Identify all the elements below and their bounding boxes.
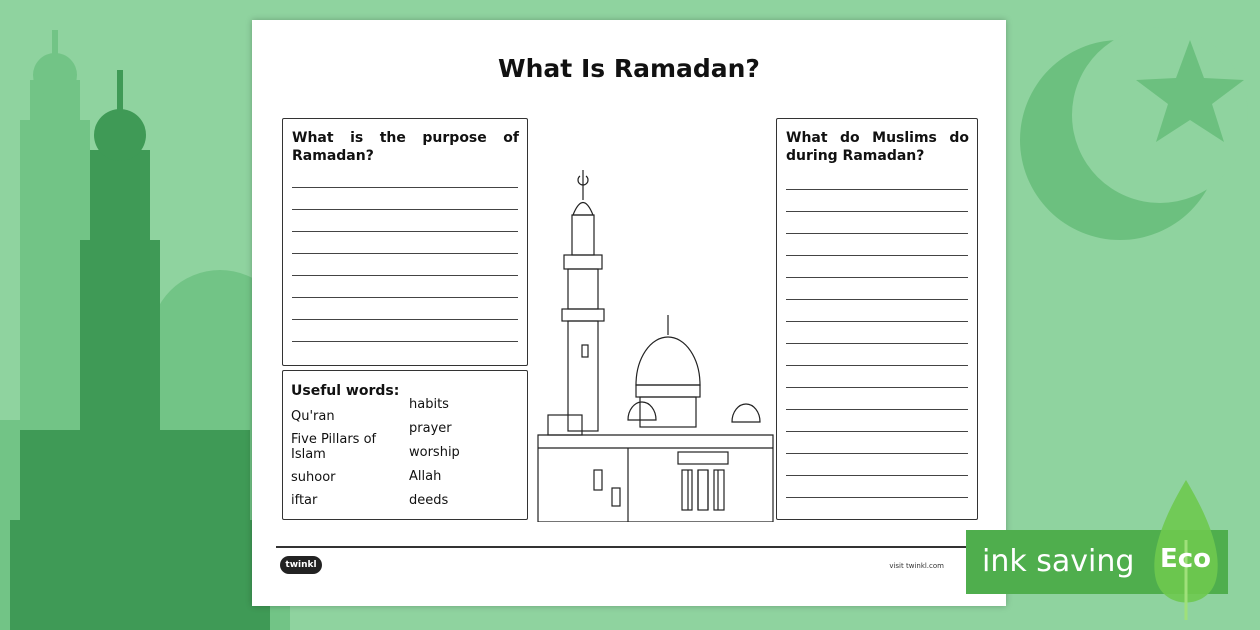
useful-words-box [282,370,528,520]
useful-words-list-1 [291,409,401,516]
word-item: Qu'ran [291,409,335,424]
activities-question: What do Muslims do during Ramadan? [786,130,969,164]
worksheet [252,20,1006,606]
mosque-illustration [528,170,778,522]
website-text: visit twinkl.com [889,562,944,570]
purpose-question-box [282,118,528,366]
word-item: deeds [409,493,449,508]
writing-lines-right[interactable] [786,189,968,519]
eco-badge [966,530,1228,594]
twinkl-logo: twinkl [280,556,322,574]
page-title: What Is Ramadan? [498,54,760,83]
word-item: worship [409,445,460,460]
purpose-question: What is the purpose of Ramadan? [292,130,519,164]
eco-label: Eco [1160,544,1212,574]
useful-words-list-2 [409,397,460,517]
ink-saving-label: ink saving [982,544,1135,579]
word-item: iftar [291,493,318,508]
footer-divider [276,546,982,548]
word-item: Allah [409,469,442,484]
writing-lines-left[interactable] [292,187,518,363]
activities-question-box [776,118,978,520]
useful-words-title: Useful words: [291,383,400,399]
word-item: Five Pillars of Islam [291,432,377,462]
word-item: suhoor [291,470,336,485]
word-item: habits [409,397,449,412]
word-item: prayer [409,421,452,436]
